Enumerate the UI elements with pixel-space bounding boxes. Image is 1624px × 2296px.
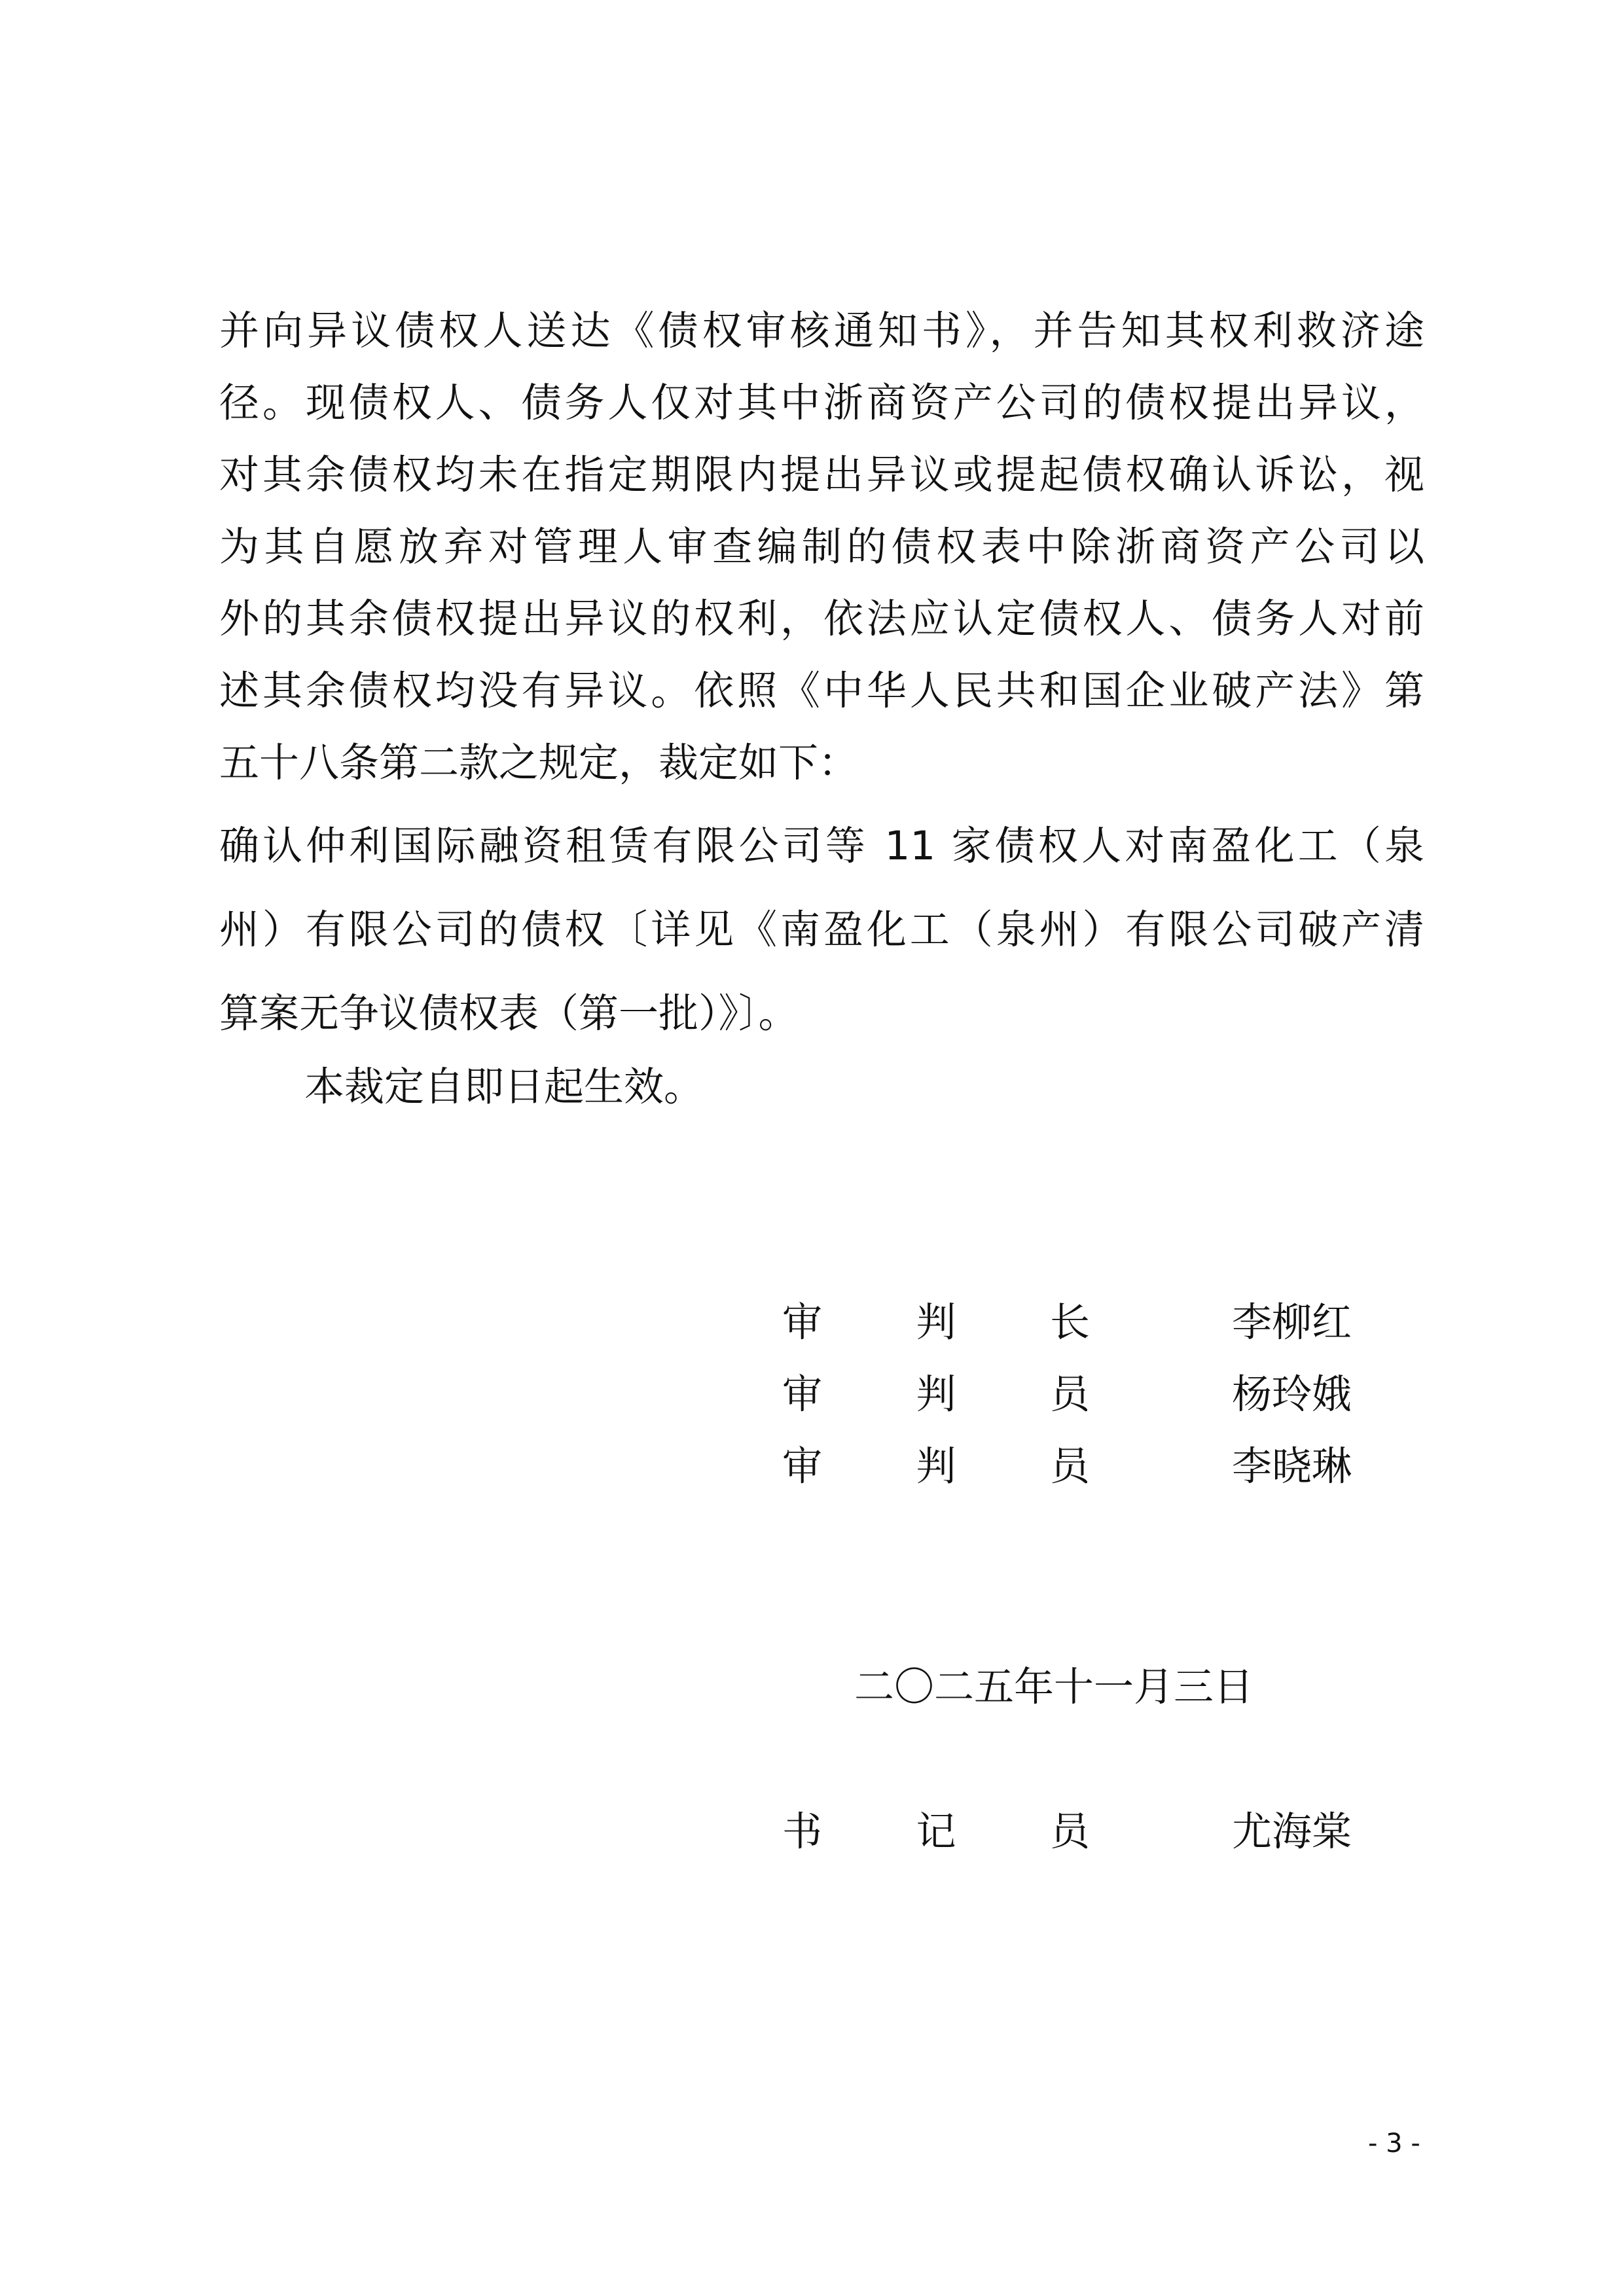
body-line-5: 外的其余债权提出异议的权利，依法应认定债权人、债务人对前 <box>219 596 1424 642</box>
body-line-7: 五十八条第二款之规定，裁定如下： <box>219 740 859 786</box>
body-line-3: 对其余债权均未在指定期限内提出异议或提起债权确认诉讼，视 <box>219 452 1424 498</box>
body-line-2: 径。现债权人、债务人仅对其中浙商资产公司的债权提出异议， <box>219 380 1424 426</box>
title-char: 员 <box>1049 1371 1090 1418</box>
body-line-10: 算案无争议债权表（第一批）》〕。 <box>219 990 799 1037</box>
body-line-8: 确认仲利国际融资租赁有限公司等 11 家债权人对南盈化工（泉 <box>219 823 1424 869</box>
title-char: 长 <box>1049 1299 1090 1346</box>
title-char: 审 <box>782 1443 823 1490</box>
body-line-9: 州）有限公司的债权〔详见《南盈化工（泉州）有限公司破产清 <box>219 906 1424 953</box>
judgment-date: 二〇二五年十一月三日 <box>854 1664 1254 1710</box>
signature-row-presiding-judge <box>782 1299 1352 1361</box>
signature-row-judge-1 <box>782 1371 1352 1433</box>
title-char: 员 <box>1049 1443 1090 1490</box>
title-char: 判 <box>916 1443 956 1490</box>
title-char: 书 <box>782 1808 823 1855</box>
signature-title <box>782 1299 1090 1346</box>
body-line-1: 并向异议债权人送达《债权审核通知书》，并告知其权利救济途 <box>219 308 1424 354</box>
presiding-judge-name: 李柳红 <box>1231 1299 1352 1346</box>
signature-row-clerk <box>782 1808 1352 1871</box>
clerk-name: 尤海棠 <box>1231 1808 1352 1855</box>
title-char: 审 <box>782 1371 823 1418</box>
title-char: 记 <box>916 1808 956 1855</box>
judge-name-1: 杨玲娥 <box>1231 1371 1352 1418</box>
title-char: 审 <box>782 1299 823 1346</box>
title-char: 判 <box>916 1299 956 1346</box>
signature-title <box>782 1808 1090 1855</box>
body-line-6: 述其余债权均没有异议。依照《中华人民共和国企业破产法》第 <box>219 668 1424 714</box>
effective-statement: 本裁定自即日起生效。 <box>304 1064 704 1110</box>
title-char: 员 <box>1049 1808 1090 1855</box>
judge-name-2: 李晓琳 <box>1231 1443 1352 1490</box>
signature-title <box>782 1371 1090 1418</box>
page-number: - 3 - <box>1368 2128 1420 2159</box>
body-line-4: 为其自愿放弃对管理人审查编制的债权表中除浙商资产公司以 <box>219 524 1424 570</box>
title-char: 判 <box>916 1371 956 1418</box>
signature-row-judge-2 <box>782 1443 1352 1505</box>
signature-title <box>782 1443 1090 1490</box>
